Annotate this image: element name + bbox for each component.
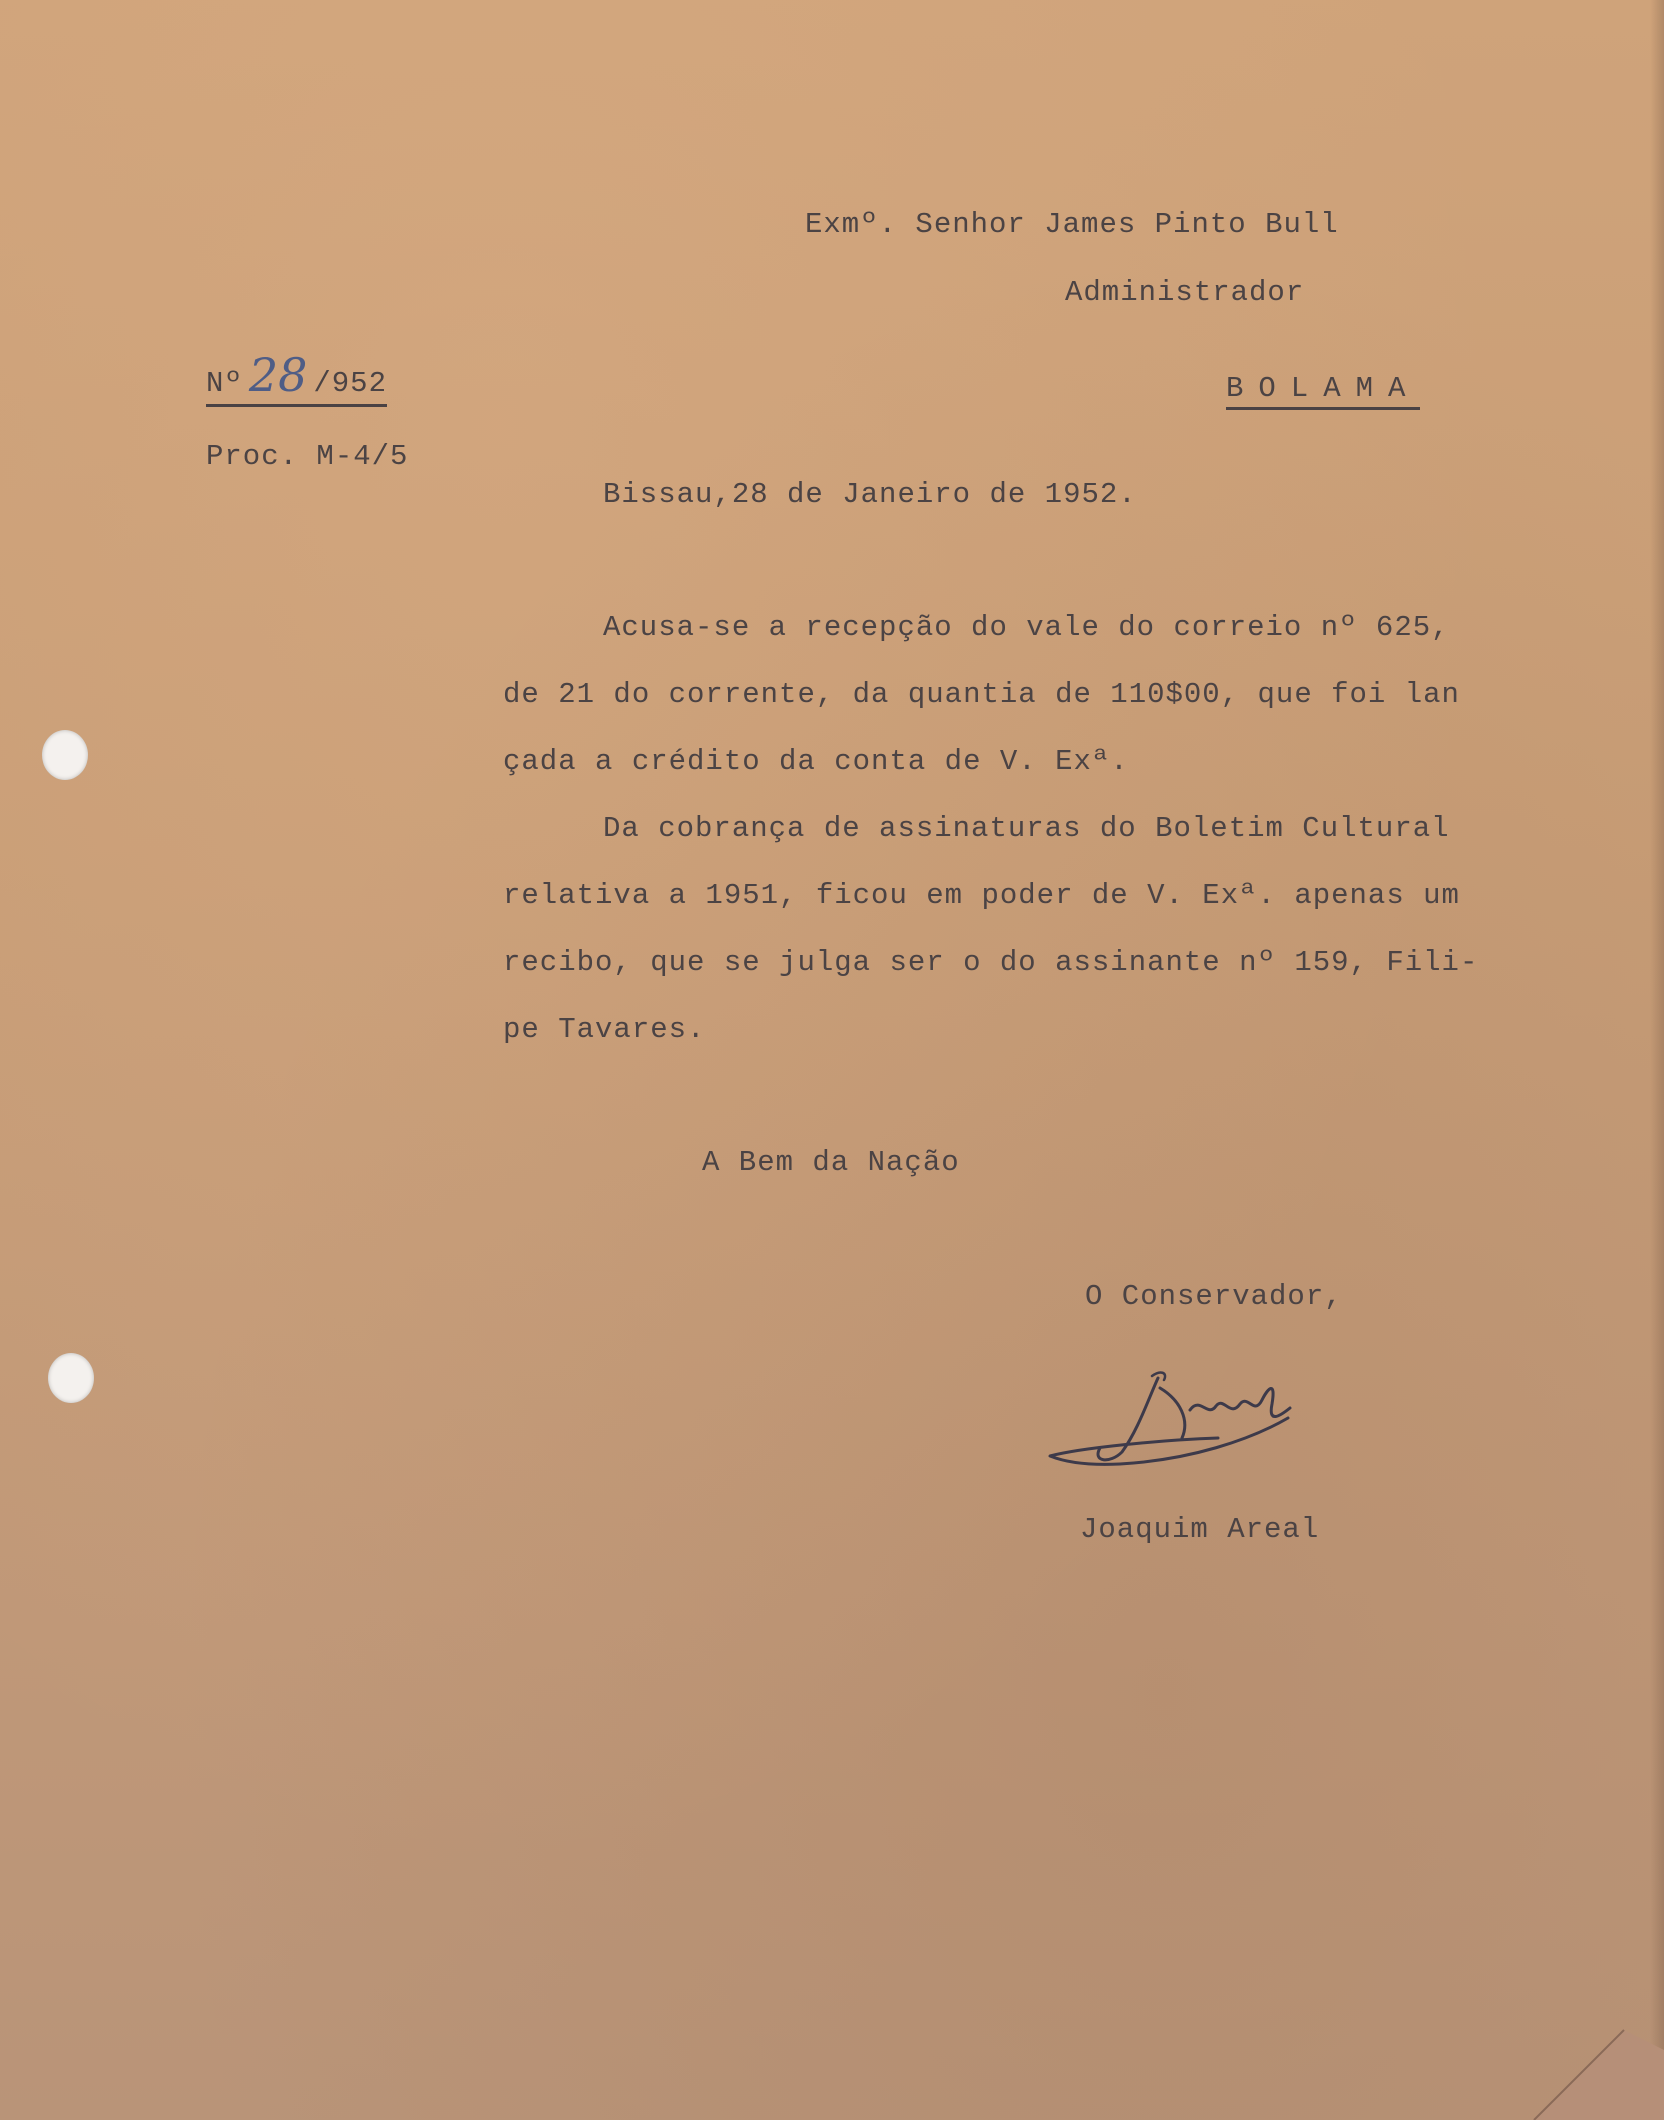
process-reference: Proc. M-4/5 — [206, 440, 409, 473]
body-line: çada a crédito da conta de V. Exª. — [503, 745, 1129, 778]
body-line: relativa a 1951, ficou em poder de V. Exª. apenas um — [503, 879, 1460, 912]
recipient-title: Administrador — [1065, 276, 1305, 309]
recipient-name: Exmº. Senhor James Pinto Bull — [805, 208, 1339, 241]
closing-salutation: A Bem da Nação — [702, 1146, 960, 1179]
body-line: Acusa-se a recepção do vale do correio nº 625, — [603, 611, 1450, 644]
signer-role: O Conservador, — [1085, 1280, 1343, 1313]
body-line: recibo, que se julga ser o do assinante nº 159, Fili- — [503, 946, 1479, 979]
number-prefix: Nº — [206, 367, 243, 400]
handwritten-signature — [1040, 1360, 1340, 1480]
body-line: pe Tavares. — [503, 1013, 706, 1046]
reference-number — [206, 348, 387, 407]
body-line: Da cobrança de assinaturas do Boletim Cultural — [603, 812, 1450, 845]
body-line: de 21 do corrente, da quantia de 110$00, que foi lan — [503, 678, 1460, 711]
recipient-place: BOLAMA — [1226, 372, 1420, 410]
paper-edge-shadow — [1650, 0, 1664, 2120]
folded-corner — [1474, 2000, 1664, 2120]
punch-hole — [48, 1353, 94, 1403]
number-suffix: /952 — [313, 367, 387, 400]
signer-name: Joaquim Areal — [1080, 1513, 1320, 1546]
punch-hole — [42, 730, 88, 780]
letter-date: Bissau,28 de Janeiro de 1952. — [603, 478, 1137, 511]
handwritten-number: 28 — [248, 348, 308, 402]
